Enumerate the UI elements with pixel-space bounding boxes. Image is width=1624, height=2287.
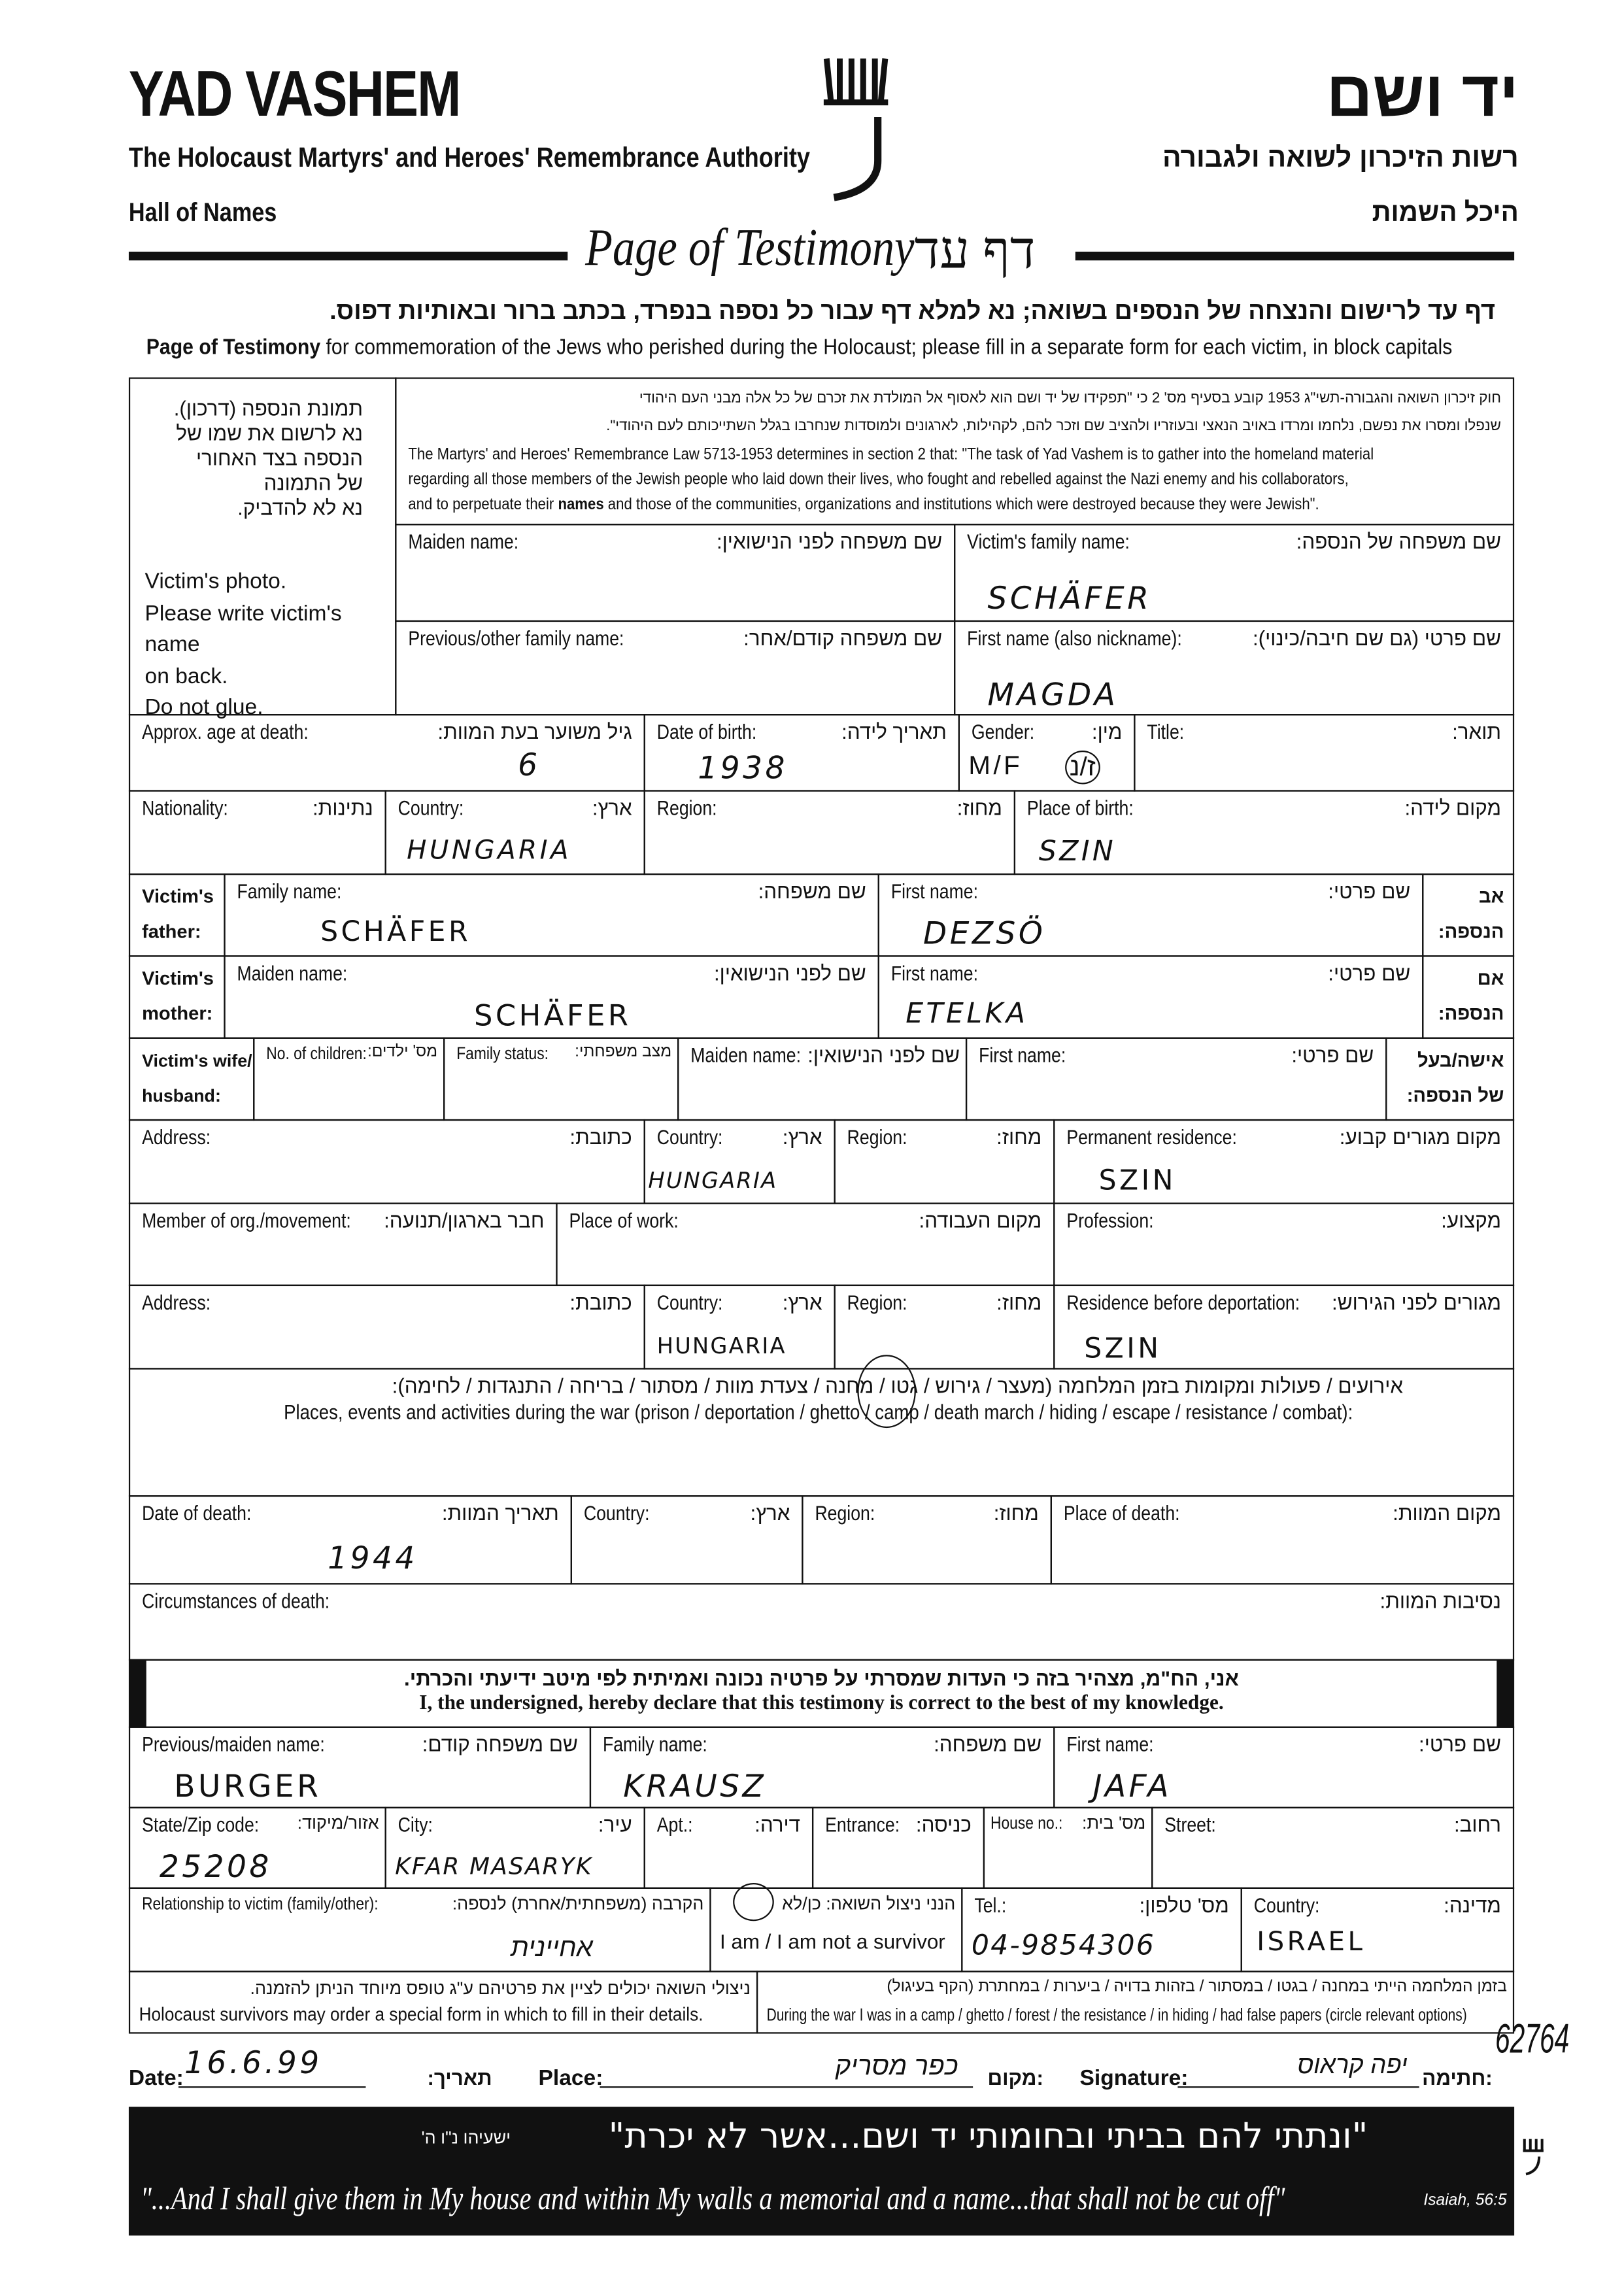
archive-number: 62764 — [1495, 2016, 1570, 2062]
signature-value: יפה קראוס — [1297, 2051, 1408, 2079]
intro-en-text: for commemoration of the Jews who perished during the Holocaust; please fill in a separate form for each victim, in block capitals — [320, 335, 1453, 360]
gender-options-en: M/F — [968, 750, 1023, 780]
form-title-en: Page of Testimony — [585, 218, 915, 277]
value: ISRAEL — [1257, 1927, 1366, 1958]
quote-en: "...And I shall give them in My house and within My walls a memorial and a name...that shall not be cut off" — [140, 2180, 1285, 2217]
label: מקום לידה: — [1404, 796, 1501, 820]
subtitle-he: רשות הזיכרון לשואה ולגבורה — [1162, 143, 1519, 175]
label: כתובת: — [569, 1290, 632, 1314]
text: and those of the communities, organizations and institutions which were destroyed because they were Jewish". — [603, 496, 1319, 514]
quote-en-reference: Isaiah, 56:5 — [1423, 2192, 1507, 2210]
spouse-maiden-name-field[interactable] — [677, 1038, 967, 1121]
place-value: כפר מסריק — [835, 2051, 958, 2081]
text: Victim's — [142, 885, 214, 907]
label: תואר: — [1452, 719, 1501, 743]
label: נסיבות המוות: — [1379, 1589, 1501, 1613]
label: Permanent residence: — [1066, 1125, 1237, 1149]
law-en-2: regarding all those members of the Jewish people who laid down their lives, who fought and rebelled against the Nazi enemy and his collaborators, — [408, 471, 1349, 489]
org-name-he: יד ושם — [1326, 58, 1519, 131]
text: Do not glue. — [144, 694, 263, 720]
value: 04-9854306 — [971, 1929, 1156, 1962]
text: names — [558, 496, 604, 514]
events-label-he: אירועים / פעולות ומקומות בזמן המלחמה (מעצר / גירוש / גטו / מחנה / צעדת מוות / מסתור / בריחה / התנגדות / לחימה): — [392, 1374, 1404, 1398]
label: Country: — [398, 796, 464, 820]
law-text-box — [395, 377, 1514, 525]
label: City: — [398, 1812, 433, 1837]
address-region-field[interactable] — [834, 1119, 1055, 1204]
spouse-label — [129, 1038, 254, 1121]
label: Title: — [1147, 719, 1185, 743]
label: ארץ: — [592, 796, 632, 820]
form-title-he: דף עד — [914, 220, 1036, 280]
text: Victim's — [142, 967, 214, 989]
label: Region: — [656, 796, 717, 820]
quote-he-reference: ישעיהו נ"ו ה' — [421, 2127, 511, 2148]
signature-label-he: חתימה: — [1422, 2065, 1493, 2090]
value: DEZSÖ — [923, 915, 1046, 951]
text: Please write victim's name — [144, 600, 342, 657]
permanent-residence-field[interactable] — [1053, 1119, 1514, 1204]
label: First name (also nickname): — [967, 626, 1182, 650]
mother-label-he — [1422, 955, 1514, 1039]
label: Country: — [1253, 1893, 1320, 1917]
text: Victim's wife/ — [142, 1050, 252, 1072]
label: Region: — [815, 1500, 875, 1525]
text: נא לא להדביק. — [237, 496, 363, 520]
label: Date of death: — [142, 1500, 252, 1525]
label: Approx. age at death: — [142, 719, 309, 743]
place-field[interactable] — [600, 2045, 973, 2088]
text: תמונת הנספה (דרכון). — [173, 396, 363, 420]
age-at-death-field[interactable] — [129, 714, 645, 792]
label: מין: — [1091, 719, 1123, 743]
survivor-options-he: בזמן המלחמה הייתי במחנה / בגטו / במסתור / בזהות בדויה / ביערות / במחתרת (הקף בעיגול) — [887, 1978, 1507, 1996]
first-name-field[interactable] — [954, 620, 1514, 715]
text: של הנספה: — [1406, 1084, 1504, 1106]
label: מדינה: — [1444, 1893, 1501, 1917]
place-label: Place: — [538, 2065, 603, 2091]
law-he-2: שנפלו ומסרו את נפשם, נלחמו ומרדו באויב הנאצי ובעוזריו ולהציב שם וזכר להם, לקהילות, לארגונים ולמוסדות שנחרבו בגלל השתייכותם לעם היהודי". — [606, 418, 1501, 435]
label: מקצוע: — [1441, 1208, 1501, 1232]
place-of-death-field[interactable] — [1051, 1495, 1514, 1585]
address-country-field[interactable] — [644, 1119, 836, 1204]
label: Family name: — [237, 879, 342, 903]
circumstances-of-death-field[interactable] — [129, 1583, 1514, 1661]
father-family-name-field[interactable] — [224, 873, 879, 957]
label: Tel.: — [974, 1893, 1007, 1917]
declaration-en: I, the undersigned, hereby declare that this testimony is correct to the best of my knowledge. — [419, 1693, 1224, 1715]
victim-photo-area[interactable] — [129, 377, 397, 720]
date-of-birth-field[interactable] — [644, 714, 960, 792]
submitter-first-name-field[interactable] — [1053, 1727, 1514, 1808]
label: Place of death: — [1063, 1500, 1180, 1525]
title-field[interactable] — [1134, 714, 1514, 792]
father-label-he — [1422, 873, 1514, 957]
signature-label: Signature: — [1079, 2065, 1189, 2091]
label: שם משפחה של הנספה: — [1296, 530, 1501, 553]
relationship-to-victim-field[interactable] — [129, 1888, 711, 1973]
label: שם פרטי: — [1291, 1043, 1374, 1067]
label: שם פרטי (גם שם חיבה/כינוי): — [1252, 626, 1501, 650]
label: שם פרטי: — [1328, 961, 1411, 985]
label: Member of org./movement: — [142, 1208, 351, 1232]
label: חבר בארגון/תנועה: — [384, 1208, 545, 1232]
value: אחיינית — [510, 1933, 593, 1962]
country-field[interactable] — [385, 790, 645, 875]
label: אזור/מיקוד: — [297, 1812, 379, 1833]
label: שם משפחה קודם/אחר: — [743, 626, 943, 650]
previous-family-name-field[interactable] — [395, 620, 955, 715]
value: HUNGARIA — [648, 1167, 778, 1194]
label: Place of work: — [569, 1208, 679, 1232]
label: Gender: — [971, 719, 1035, 743]
value: SCHÄFER — [987, 581, 1152, 617]
value: KRAUSZ — [623, 1769, 767, 1804]
label: שם משפחה: — [934, 1732, 1042, 1756]
value: 6 — [518, 747, 541, 783]
hall-of-names-en: Hall of Names — [128, 197, 277, 227]
label: Date of birth: — [656, 719, 757, 743]
gender-field[interactable] — [958, 714, 1136, 792]
victim-family-name-field[interactable] — [954, 524, 1514, 622]
text: הנספה: — [1438, 920, 1504, 943]
label: First name: — [890, 961, 978, 985]
date-label: Date: — [128, 2065, 184, 2091]
place-of-birth-field[interactable] — [1014, 790, 1514, 875]
label: Maiden name: — [408, 530, 519, 553]
quote-he: "ונתתי להם בביתי ובחומותי יד ושם...אשר לא יכרת" — [608, 2115, 1368, 2157]
date-value: 16.6.99 — [184, 2045, 322, 2081]
label: מחוז: — [996, 1125, 1042, 1149]
submitter-zip-code-field[interactable] — [129, 1807, 386, 1889]
submitter-telephone-field[interactable] — [961, 1888, 1242, 1973]
label: Nationality: — [142, 796, 228, 820]
label: הנני ניצול השואה: כן/לא — [782, 1893, 956, 1914]
label: Maiden name: — [237, 961, 348, 985]
label: First name: — [890, 879, 978, 903]
label: מס' ילדים: — [367, 1043, 438, 1061]
mother-label — [129, 955, 226, 1039]
survivor-status-field[interactable] — [709, 1888, 962, 1973]
label: נתינות: — [312, 796, 373, 820]
death-country-field[interactable] — [571, 1495, 804, 1585]
text: father: — [142, 920, 201, 943]
survivors-note-he: ניצולי השואה יכולים לציין את פרטיהם ע"ג טופס מיוחד הניתן להזמנה. — [250, 1978, 751, 1999]
survivors-note-en: Holocaust survivors may order a special form in which to fill in their details. — [139, 2003, 703, 2025]
header-rule-right — [1075, 252, 1514, 260]
date-of-death-field[interactable] — [129, 1495, 572, 1585]
label: עיר: — [598, 1812, 632, 1837]
label: First name: — [979, 1043, 1066, 1067]
label: Region: — [847, 1290, 907, 1314]
label: I am / I am not a survivor — [719, 1929, 945, 1954]
label: גיל משוער בעת המוות: — [437, 719, 632, 743]
label: תאריך המוות: — [441, 1500, 559, 1525]
label: ארץ: — [782, 1125, 822, 1149]
label: Circumstances of death: — [142, 1589, 330, 1613]
org-name-en: YAD VASHEM — [128, 58, 460, 131]
label: Residence before deportation: — [1066, 1290, 1300, 1314]
value: HUNGARIA — [656, 1332, 787, 1359]
place-of-work-field[interactable] — [556, 1202, 1055, 1286]
submitter-street-field[interactable] — [1151, 1807, 1514, 1889]
value: SCHÄFER — [474, 998, 632, 1033]
label: Place of birth: — [1026, 796, 1134, 820]
label: No. of children: — [266, 1043, 367, 1064]
text: husband: — [142, 1085, 221, 1106]
label: Apt.: — [656, 1812, 693, 1837]
label: שם לפני הנישואין: — [713, 961, 866, 985]
label: ארץ: — [782, 1290, 822, 1314]
law-he-1: חוק זיכרון השואה והגבורה-תשי"ג 1953 קובע בסעיף מס' 2 כי "תפקידו של יד ושם הוא לאסוף אל המולדת את זכרם של כל אלה מבני העם היהודי — [639, 390, 1501, 407]
label: מס' בית: — [1082, 1812, 1146, 1833]
father-first-name-field[interactable] — [878, 873, 1424, 957]
label: Address: — [142, 1290, 211, 1314]
label: מקום העבודה: — [919, 1208, 1042, 1232]
header-rule-left — [129, 252, 567, 260]
label: Region: — [847, 1125, 907, 1149]
label: Previous/other family name: — [408, 626, 624, 650]
label: מחוז: — [993, 1500, 1039, 1525]
submitter-entrance-field[interactable] — [812, 1807, 985, 1889]
value: 1938 — [698, 750, 788, 786]
label: Family name: — [602, 1732, 707, 1756]
label: ארץ: — [750, 1500, 790, 1525]
label: Entrance: — [825, 1812, 900, 1837]
survivor-wartime-options[interactable] — [756, 1971, 1514, 2033]
label: Country: — [656, 1125, 723, 1149]
signature-field[interactable] — [1177, 2045, 1419, 2088]
label: Country: — [656, 1290, 723, 1314]
value: ETELKA — [905, 998, 1028, 1030]
yad-vashem-logo-icon — [819, 51, 892, 212]
label: Address: — [142, 1125, 211, 1149]
father-label — [129, 873, 226, 957]
family-status-field[interactable] — [443, 1038, 679, 1121]
label: Street: — [1164, 1812, 1216, 1837]
survivor-options-en: During the war I was in a camp / ghetto / forest / the resistance / in hiding / had false papers (circle relevant options) — [766, 2004, 1467, 2025]
quote-band — [129, 2107, 1514, 2235]
deportation-circled-mark — [857, 1355, 916, 1428]
text: Victim's photo. — [144, 569, 287, 594]
spouse-label-he — [1385, 1038, 1514, 1121]
text: הנספה בצד האחורי — [195, 446, 363, 470]
residence-before-deportation-field[interactable] — [1053, 1285, 1514, 1370]
label: שם לפני הנישואין: — [807, 1043, 960, 1067]
nationality-field[interactable] — [129, 790, 386, 875]
photo-instructions-he — [174, 396, 363, 520]
death-region-field[interactable] — [802, 1495, 1052, 1585]
label: מגורים לפני הגירוש: — [1332, 1290, 1501, 1314]
label: מס' טלפון: — [1139, 1893, 1229, 1917]
law-en-1: The Martyrs' and Heroes' Remembrance Law 5713-1953 determines in section 2 that: "The task of Yad Vashem is to gather into the homeland material — [408, 446, 1374, 464]
value: JAFA — [1092, 1769, 1172, 1804]
submitter-country-field[interactable] — [1241, 1888, 1514, 1973]
label: מחוז: — [956, 796, 1002, 820]
text: של התמונה — [263, 471, 363, 495]
address-before-deportation-country-field[interactable] — [644, 1285, 836, 1370]
value: 25208 — [159, 1849, 272, 1885]
label: כתובת: — [569, 1125, 632, 1149]
text: אם — [1477, 967, 1504, 989]
declaration-he: אני, הח"מ, מצהיר בזה כי העדות שמסרתי על פרטיה נכונה ואמיתית לפי מיטב ידיעתי והכרתי. — [404, 1666, 1239, 1690]
label: מצב משפחתי: — [575, 1043, 672, 1061]
law-en-3 — [408, 496, 1319, 514]
profession-field[interactable] — [1053, 1202, 1514, 1286]
intro-en-bold: Page of Testimony — [146, 335, 321, 360]
spouse-first-name-field[interactable] — [966, 1038, 1387, 1121]
value: SZIN — [1084, 1332, 1162, 1365]
label: Family status: — [456, 1043, 549, 1064]
value: 1944 — [328, 1540, 418, 1576]
text: and to perpetuate their — [408, 496, 558, 514]
hall-of-names-he: היכל השמות — [1372, 197, 1519, 227]
submitter-apartment-field[interactable] — [644, 1807, 814, 1889]
date-field[interactable] — [178, 2045, 365, 2088]
declaration-box — [129, 1659, 1514, 1728]
address-before-deportation-field[interactable] — [129, 1285, 645, 1370]
label: Victim's family name: — [967, 530, 1130, 553]
text: mother: — [142, 1002, 213, 1025]
label: תאריך לידה: — [841, 719, 947, 743]
no-circled-mark — [733, 1883, 774, 1921]
value: SCHÄFER — [320, 915, 471, 949]
label: דירה: — [754, 1812, 801, 1837]
label: First name: — [1066, 1732, 1154, 1756]
address-before-deportation-region-field[interactable] — [834, 1285, 1055, 1370]
value: MAGDA — [987, 677, 1119, 713]
label: שם פרטי: — [1419, 1732, 1501, 1756]
intro-he: דף עד לרישום והנצחה של הנספים בשואה; נא למלא דף עבור כל נספה בנפרד, בכתב ברור ובאותיות דפוס. — [330, 297, 1496, 325]
text: נא לרשום את שמו של — [176, 421, 363, 445]
label: Relationship to victim (family/other): — [142, 1893, 379, 1914]
label: State/Zip code: — [142, 1812, 260, 1837]
value: SZIN — [1038, 835, 1117, 868]
submitter-family-name-field[interactable] — [590, 1727, 1055, 1808]
label: רחוב: — [1453, 1812, 1501, 1837]
text: אישה/בעל — [1417, 1049, 1504, 1072]
value: SZIN — [1098, 1164, 1176, 1197]
text: on back. — [144, 663, 228, 688]
address-field[interactable] — [129, 1119, 645, 1204]
value: HUNGARIA — [407, 835, 572, 866]
member-of-organization-field[interactable] — [129, 1202, 558, 1286]
mother-first-name-field[interactable] — [878, 955, 1424, 1039]
label: מחוז: — [996, 1290, 1042, 1314]
number-of-children-field[interactable] — [253, 1038, 445, 1121]
label: שם משפחה קודם: — [422, 1732, 578, 1756]
label: שם משפחה לפני הנישואין: — [716, 530, 943, 553]
small-logo-icon — [1521, 2136, 1545, 2177]
label: הקרבה (משפחתית/אחרת) לנספה: — [452, 1893, 704, 1914]
wartime-events-field[interactable] — [129, 1368, 1514, 1497]
value: KFAR MASARYK — [395, 1852, 593, 1880]
label: מקום מגורים קבוע: — [1339, 1125, 1501, 1149]
place-label-he: מקום: — [987, 2065, 1043, 2090]
submitter-city-field[interactable] — [385, 1807, 645, 1889]
gender-options-he-circled: ז/נ — [1065, 751, 1100, 784]
intro-en — [146, 335, 1453, 360]
label: שם פרטי: — [1328, 879, 1411, 903]
label: שם משפחה: — [758, 879, 866, 903]
submitter-previous-name-field[interactable] — [129, 1727, 591, 1808]
submitter-house-number-field[interactable] — [983, 1807, 1153, 1889]
maiden-name-field[interactable] — [395, 524, 955, 622]
value: BURGER — [174, 1769, 322, 1804]
label: Previous/maiden name: — [142, 1732, 325, 1756]
label: Maiden name: — [690, 1043, 801, 1067]
events-label-en: Places, events and activities during the war (prison / deportation / ghetto / camp / death march / hiding / escape / resistance / combat): — [284, 1400, 1353, 1424]
label: House no.: — [990, 1812, 1063, 1833]
label: Profession: — [1066, 1208, 1154, 1232]
text: הנספה: — [1438, 1002, 1504, 1025]
label: כניסה: — [915, 1812, 972, 1837]
label: מקום המוות: — [1393, 1500, 1501, 1525]
mother-maiden-name-field[interactable] — [224, 955, 879, 1039]
label: Country: — [583, 1500, 650, 1525]
region-field[interactable] — [644, 790, 1015, 875]
survivors-note — [129, 1971, 758, 2033]
subtitle-en: The Holocaust Martyrs' and Heroes' Remembrance Authority — [128, 143, 811, 175]
photo-instructions-en — [145, 566, 396, 724]
text: אב — [1478, 885, 1504, 907]
date-label-he: תאריך: — [427, 2065, 492, 2090]
